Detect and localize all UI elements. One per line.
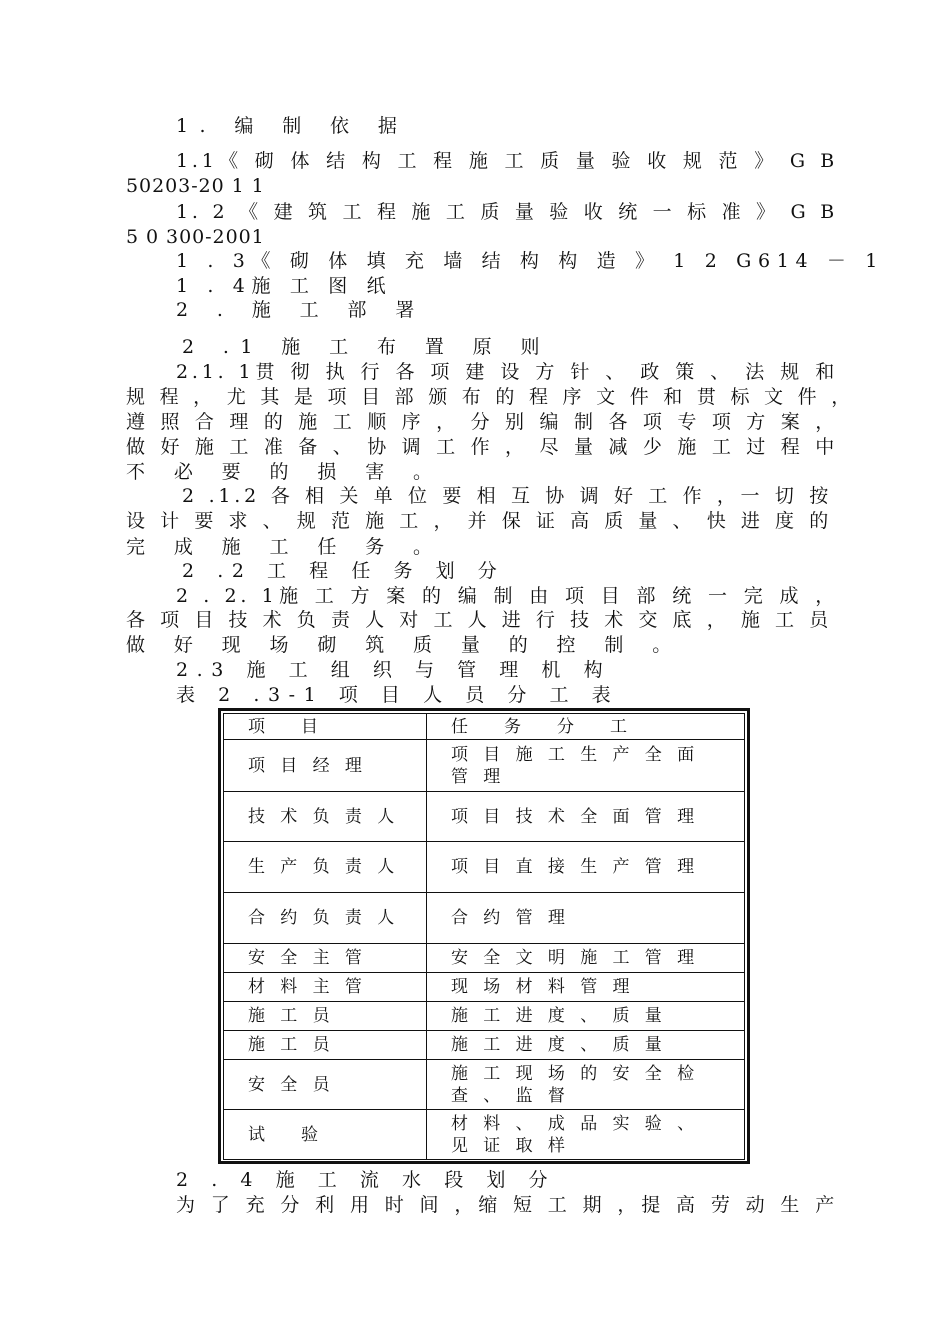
ref-3: 1 . 3《 砌 体 填 充 墙 结 构 构 造 》 1 2 G614 － 1 bbox=[176, 250, 884, 272]
table-row bbox=[224, 944, 745, 973]
heading-2-3: 2.3 施 工 组 织 与 管 理 机 构 bbox=[176, 659, 612, 681]
table-row bbox=[224, 792, 745, 842]
row-duty: 合约管理 bbox=[427, 893, 745, 944]
row-duty: 施工进度、质量 bbox=[427, 1002, 745, 1031]
ref-2-line-2: 5 0 300-2001 bbox=[126, 226, 265, 248]
heading-basis: 1. 编 制 依 据 bbox=[176, 115, 409, 137]
table-row bbox=[224, 842, 745, 893]
heading-2-1: 2 .1 施 工 布 置 原 则 bbox=[182, 336, 551, 358]
para-2-1-2-line-2: 设 计 要 求 、 规 范 施 工 ， 并 保 证 高 质 量 、 快 进 度 的 bbox=[126, 510, 832, 532]
para-2-1-1-line-5: 不 必 要 的 损 害 。 bbox=[126, 461, 444, 483]
para-2-2-1-line-3: 做 好 现 场 砌 筑 质 量 的 控 制 。 bbox=[126, 634, 683, 656]
row-role: 施工员 bbox=[224, 1002, 427, 1031]
table-row bbox=[224, 1002, 745, 1031]
row-role: 技术负责人 bbox=[224, 792, 427, 842]
row-duty: 施工进度、质量 bbox=[427, 1031, 745, 1060]
staff-division-table bbox=[218, 708, 750, 1164]
table-row bbox=[224, 1031, 745, 1060]
row-role: 施工员 bbox=[224, 1031, 427, 1060]
header-duty: 任 务 分 工 bbox=[427, 714, 745, 740]
row-duty: 材料、成品实验、见证取样 bbox=[427, 1110, 745, 1160]
table-caption: 表 2 .3-1 项 目 人 员 分 工 表 bbox=[176, 684, 620, 706]
table-row bbox=[224, 740, 745, 792]
heading-2-4: 2 . 4 施 工 流 水 段 划 分 bbox=[176, 1169, 557, 1191]
staff-table bbox=[223, 713, 745, 1160]
row-duty: 项目施工生产全面管理 bbox=[427, 740, 745, 792]
table-row bbox=[224, 1060, 745, 1110]
row-role: 安全主管 bbox=[224, 944, 427, 973]
para-2-1-1-line-3: 遵 照 合 理 的 施 工 顺 序 ， 分 别 编 制 各 项 专 项 方 案 ， bbox=[126, 411, 838, 433]
para-2-2-1-line-2: 各 项 目 技 术 负 责 人 对 工 人 进 行 技 术 交 底 ， 施 工 员 bbox=[126, 609, 832, 631]
ref-1-line-1: 1.1《 砌 体 结 构 工 程 施 工 质 量 验 收 规 范 》 G B bbox=[176, 150, 838, 172]
para-2-4-line-1: 为 了 充 分 利 用 时 间 ，缩 短 工 期 ，提 高 劳 动 生 产 bbox=[176, 1194, 838, 1216]
row-duty: 施工现场的安全检查、监督 bbox=[427, 1060, 745, 1110]
row-role: 材料主管 bbox=[224, 973, 427, 1002]
para-2-1-1-line-1: 2.1. 1贯 彻 执 行 各 项 建 设 方 针 、 政 策 、 法 规 和 bbox=[176, 361, 838, 383]
para-2-2-1-line-1: 2 . 2. 1施 工 方 案 的 编 制 由 项 目 部 统 一 完 成 ， bbox=[176, 585, 838, 607]
row-duty: 项目直接生产管理 bbox=[427, 842, 745, 893]
row-role: 项目经理 bbox=[224, 740, 427, 792]
para-2-1-2-line-1: 2 .1.2 各 相 关 单 位 要 相 互 协 调 好 工 作 ，一 切 按 bbox=[182, 485, 832, 507]
heading-deployment: 2 . 施 工 部 署 bbox=[176, 299, 426, 321]
table-row bbox=[224, 973, 745, 1002]
table-row bbox=[224, 1110, 745, 1160]
ref-1-line-2: 50203-20 1 1 bbox=[126, 175, 265, 197]
table-row bbox=[224, 893, 745, 944]
row-role: 生产负责人 bbox=[224, 842, 427, 893]
row-role: 安全员 bbox=[224, 1060, 427, 1110]
header-item: 项 目 bbox=[224, 714, 427, 740]
ref-2-line-1: 1. 2 《 建 筑 工 程 施 工 质 量 验 收 统 一 标 准 》 G B bbox=[176, 201, 838, 223]
row-duty: 现场材料管理 bbox=[427, 973, 745, 1002]
row-duty: 项目技术全面管理 bbox=[427, 792, 745, 842]
para-2-1-1-line-4: 做 好 施 工 准 备 、 协 调 工 作 ， 尽 量 减 少 施 工 过 程 中 bbox=[126, 436, 838, 458]
heading-2-2: 2 .2 工 程 任 务 划 分 bbox=[182, 560, 506, 582]
row-role: 试 验 bbox=[224, 1110, 427, 1160]
table-header-row bbox=[224, 714, 745, 740]
para-2-1-1-line-2: 规 程 ， 尤 其 是 项 目 部 颁 布 的 程 序 文 件 和 贯 标 文 件 ， bbox=[126, 386, 854, 408]
row-duty: 安全文明施工管理 bbox=[427, 944, 745, 973]
ref-4: 1 . 4施 工 图 纸 bbox=[176, 275, 393, 297]
row-role: 合约负责人 bbox=[224, 893, 427, 944]
para-2-1-2-line-3: 完 成 施 工 任 务 。 bbox=[126, 536, 444, 558]
